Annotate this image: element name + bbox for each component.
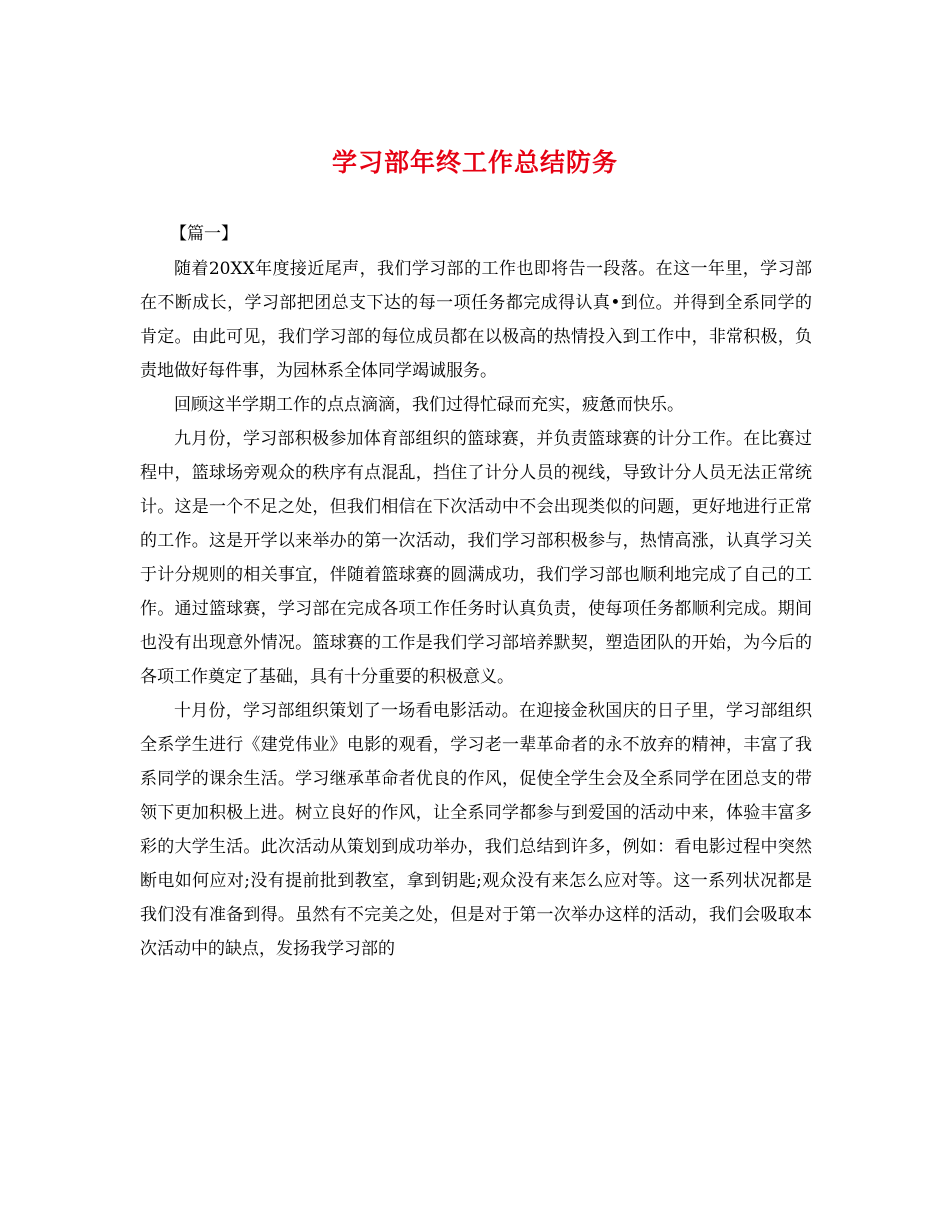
paragraph: 十月份，学习部组织策划了一场看电影活动。在迎接金秋国庆的日子里，学习部组织全系学生进行《建党伟业》电影的观看，学习老一辈革命者的永不放弃的精神，丰富了我系同学的课余生活。学习继承革命者优良的作风，促使全学生会及全系同学在团总支的带领下更加积极上进。树立良好的作风，让全系同学都参与到爱国的活动中来，体验丰富多彩的大学生活。此次活动从策划到成功举办，我们总结到许多，例如：看电影过程中突然断电如何应对;没有提前批到教室，拿到钥匙;观众没有来怎么应对等。这一系列状况都是我们没有准备到得。虽然有不完美之处，但是对于第一次举办这样的活动，我们会吸取本次活动中的缺点，发扬我学习部的 (140, 701, 812, 959)
paragraph: 回顾这半学期工作的点点滴滴，我们过得忙碌而充实，疲惫而快乐。 (174, 395, 684, 415)
paragraph: 九月份，学习部积极参加体育部组织的篮球赛，并负责篮球赛的计分工作。在比赛过程中，篮球场旁观众的秩序有点混乱，挡住了计分人员的视线，导致计分人员无法正常统计。这是一个不足之处，但我们相信在下次活动中不会出现类似的问题，更好地进行正常的工作。这是开学以来举办的第一次活动，我们学习部积极参与，热情高涨，认真学习关于计分规则的相关事宜，伴随着篮球赛的圆满成功，我们学习部也顺利地完成了自己的工作。通过篮球赛，学习部在完成各项工作任务时认真负责，使每项任务都顺利完成。期间也没有出现意外情况。篮球赛的工作是我们学习部培养默契，塑造团队的开始，为今后的各项工作奠定了基础，具有十分重要的积极意义。 (140, 429, 812, 687)
document-body (140, 216, 812, 966)
section-label: 【篇一】 (170, 224, 238, 244)
paragraph: 随着20XX年度接近尾声，我们学习部的工作也即将告一段落。在这一年里，学习部在不断成长，学习部把团总支下达的每一项任务都完成得认真•到位。并得到全系同学的肯定。由此可见，我们学习部的每位成员都在以极高的热情投入到工作中，非常积极，负责地做好每件事，为园林系全体同学竭诚服务。 (140, 259, 812, 381)
page-title: 学习部年终工作总结防务 (331, 148, 618, 177)
